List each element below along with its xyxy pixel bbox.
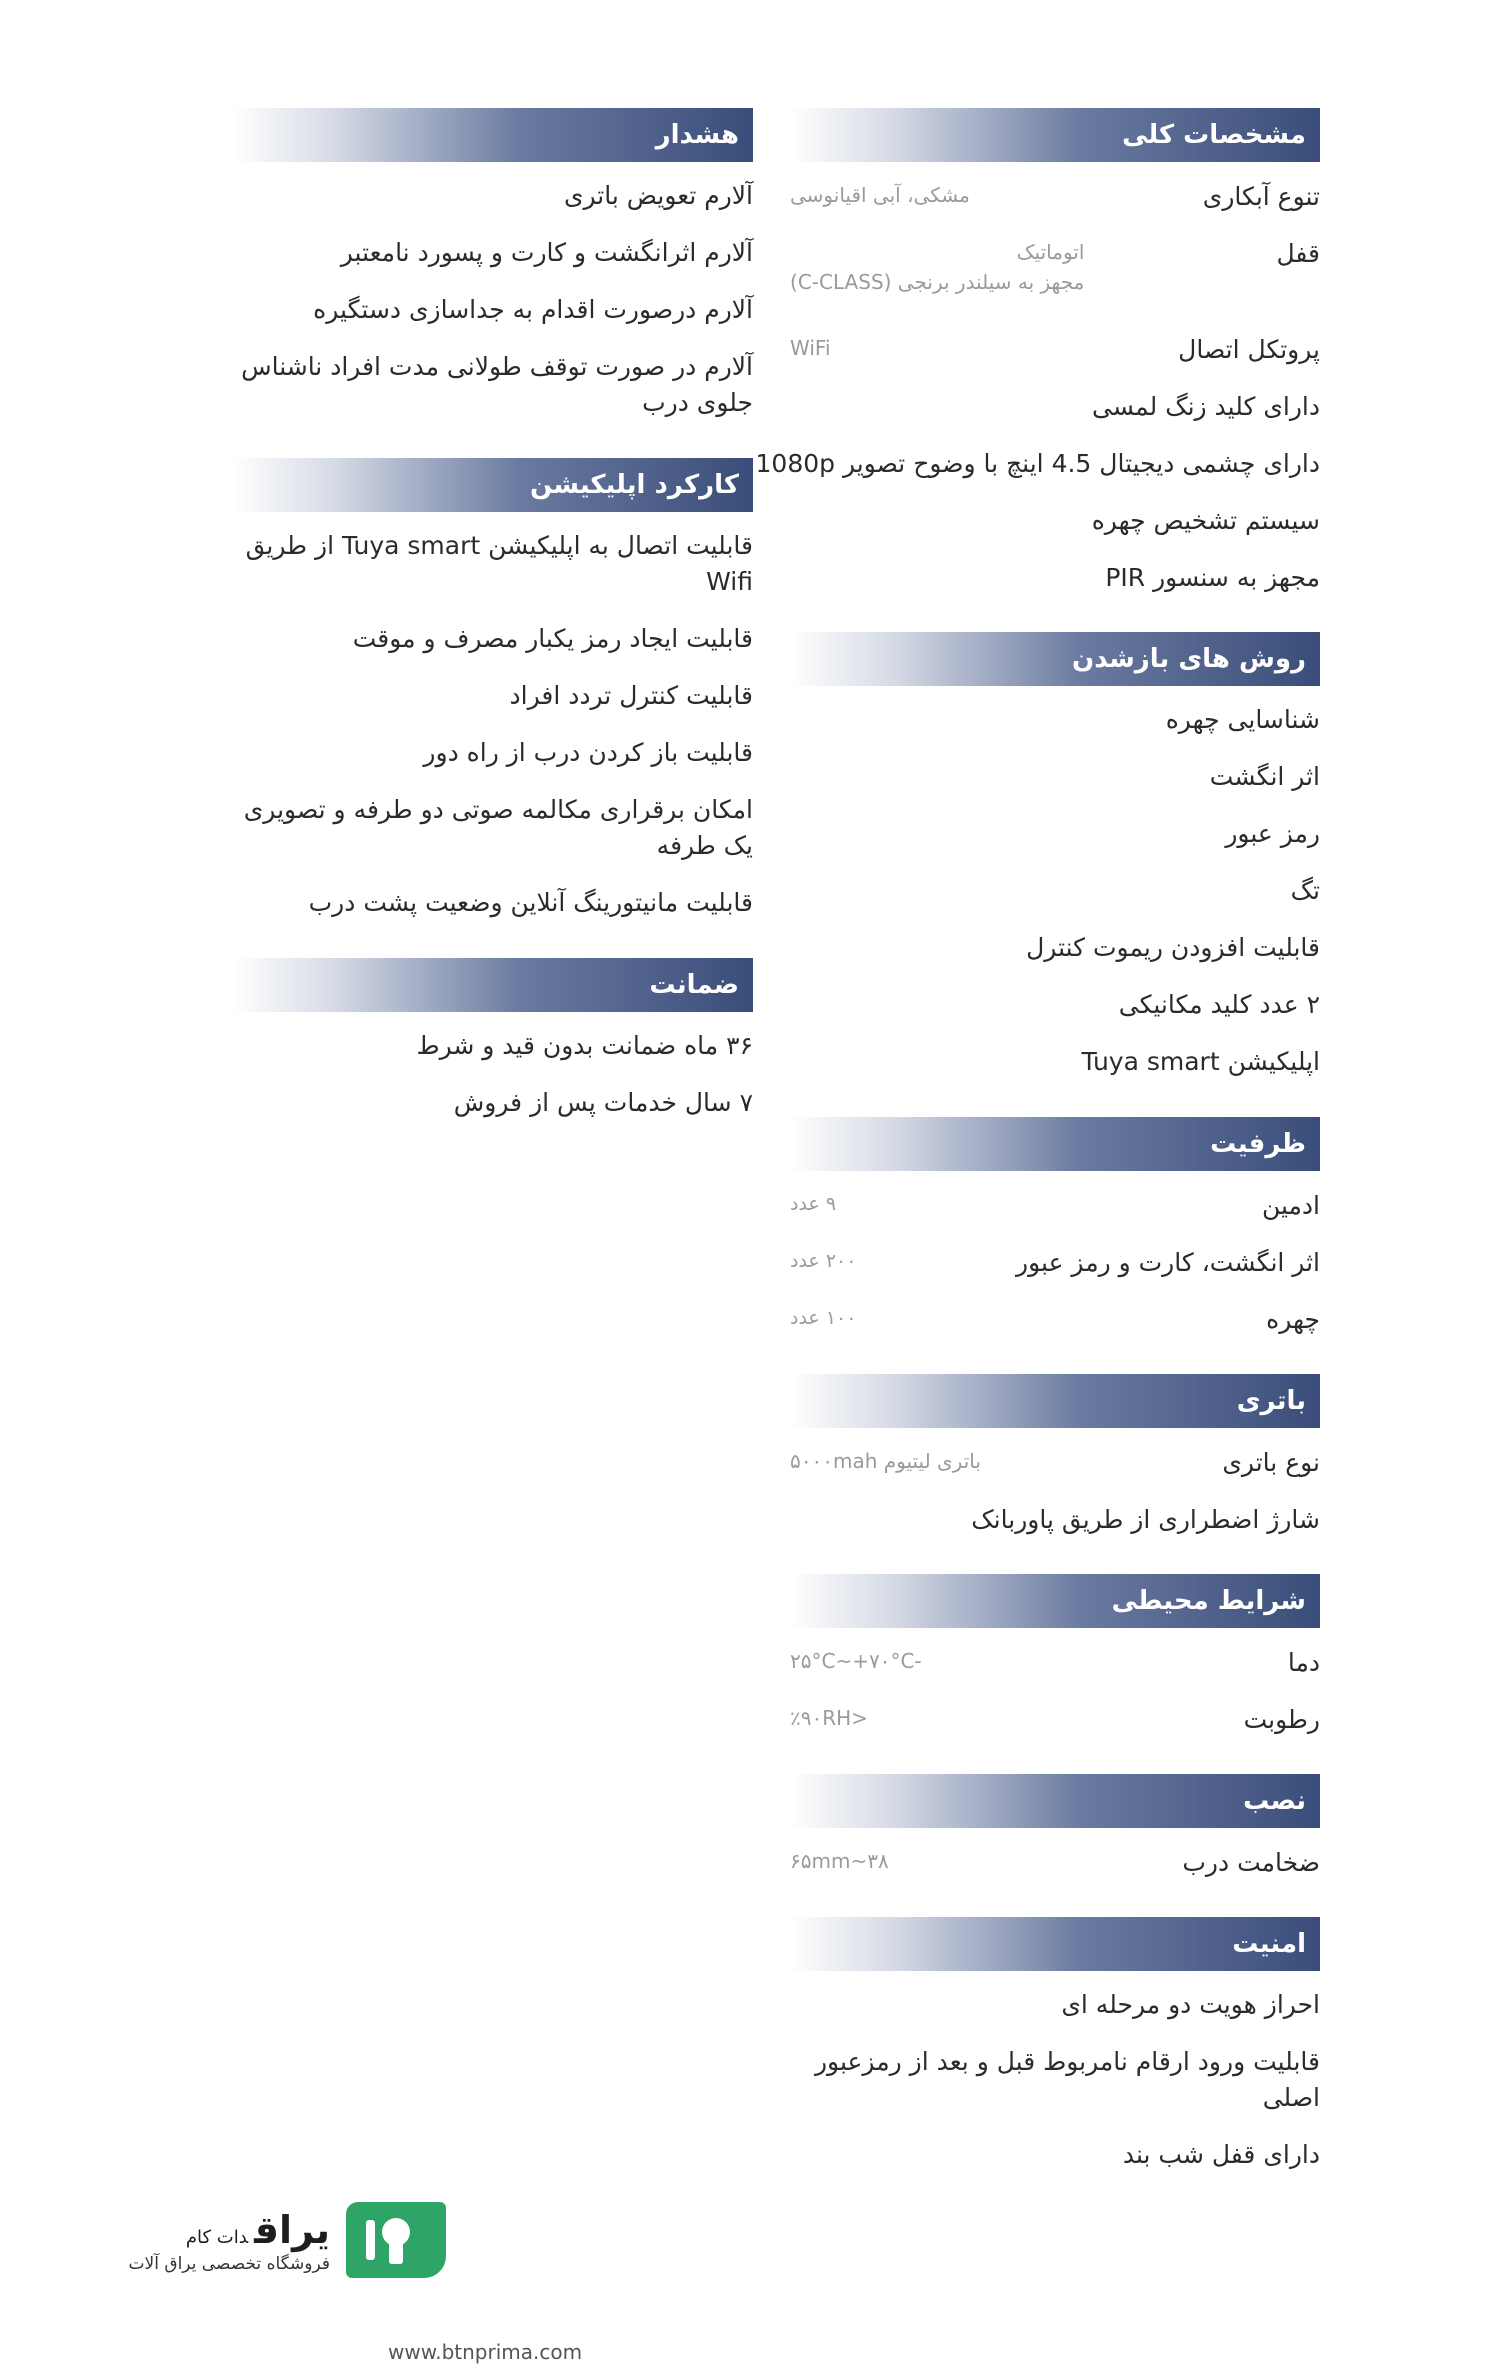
section-security [790,1917,1320,2184]
section-title: شرایط محیطی [1111,1586,1306,1616]
section-capacity [790,1117,1320,1348]
spec-label: دارای کلید زنگ لمسی [1092,392,1320,421]
section-unlock [790,632,1320,1091]
brand-logo [108,2198,448,2288]
list-item: آلارم اثرانگشت و کارت و پسورد نامعتبر [340,238,753,267]
spec-row [790,549,1320,606]
spec-label: مجهز به سنسور PIR [1105,563,1320,592]
list-item: ۷ سال خدمات پس از فروش [453,1088,753,1117]
spec-label: قفل [1276,239,1320,268]
spec-label: اثر انگشت، کارت و رمز عبور [1016,1248,1320,1277]
brand-name [186,2208,330,2252]
footer-url[interactable]: www.btnprima.com [388,2340,583,2364]
list-item: رمز عبور [1225,819,1320,848]
spec-value: مشکی، آبی اقیانوسی [790,183,970,207]
spec-label: سیستم تشخیص چهره [1091,506,1320,535]
list-item: قابلیت ورود ارقام نامربوط قبل و بعد از رمزعبور اصلی [814,2047,1320,2112]
list-item: امکان برقراری مکالمه صوتی دو طرفه و تصویری یک طرفه [243,795,753,860]
list-item: قابلیت باز کردن درب از راه دور [423,738,753,767]
spec-label: ضخامت درب [1182,1848,1320,1877]
list-item: قابلیت افزودن ریموت کنترل [1026,933,1320,962]
spec-row [790,1291,1320,1348]
spec-value-line: اتوماتیک [1016,240,1085,264]
spec-label: تنوع آبکاری [1202,182,1320,211]
spec-value: ۱۰۰ عدد [790,1307,857,1329]
section-header [790,1374,1320,1428]
section-title: باتری [1236,1386,1306,1416]
section-warranty [233,958,753,1132]
list-item: احراز هویت دو مرحله ای [1061,1990,1320,2019]
section-header [790,1774,1320,1828]
spec-label: شارژ اضطراری از طریق پاوربانک [971,1505,1320,1534]
left-column [233,108,753,1158]
spec-label: ادمین [1261,1191,1320,1220]
keyhole-logo-icon [344,2198,448,2280]
list-item: تگ [1290,876,1320,905]
list-item: قابلیت اتصال به اپلیکیشن Tuya smart از طریق Wifi [245,531,753,596]
list-item: ۳۶ ماه ضمانت بدون قید و شرط [416,1031,753,1060]
spec-row [790,1691,1320,1748]
spec-row [790,321,1320,378]
spec-label: پروتکل اتصال [1178,335,1320,364]
list-item: آلارم تعویض باتری [563,181,753,210]
spec-value: WiFi [790,336,831,360]
spec-label: دما [1287,1648,1320,1677]
section-header [790,1917,1320,1971]
spec-row [790,1491,1320,1548]
spec-row [790,225,1320,321]
section-title: مشخصات کلی [1122,120,1306,150]
section-environment [790,1574,1320,1748]
section-title: ظرفیت [1210,1129,1306,1159]
spec-value: -۲۵°C~+۷۰°C [790,1649,922,1673]
spec-row [790,492,1320,549]
spec-row [790,1634,1320,1691]
spec-value-line: مجهز به سیلندر برنجی (C-CLASS) [790,270,1085,294]
section-header [233,108,753,162]
list-item: شناسایی چهره [1165,705,1320,734]
list-item: قابلیت مانیتورینگ آنلاین وضعیت پشت درب [308,888,753,917]
section-title: امنیت [1232,1929,1306,1959]
section-header [233,458,753,512]
section-title: هشدار [655,120,739,150]
list-item: قابلیت کنترل تردد افراد [509,681,753,710]
section-header [790,1117,1320,1171]
section-title: نصب [1243,1786,1306,1816]
brand-suffix: دات کام [185,2227,249,2248]
spec-row [790,378,1320,435]
list-item: قابلیت ایجاد رمز یکبار مصرف و موقت [352,624,753,653]
section-battery [790,1374,1320,1548]
section-install [790,1774,1320,1891]
spec-row [755,435,1320,492]
spec-value: ۹ عدد [790,1193,837,1215]
spec-value: <٪۹۰RH [790,1706,868,1730]
spec-row [790,1834,1320,1891]
spec-value: ۳۸~۶۵mm [790,1849,889,1873]
list-item: دارای قفل شب بند [1122,2140,1320,2169]
list-item: اپلیکیشن Tuya smart [1081,1047,1320,1076]
section-title: کارکرد اپلیکیشن [529,470,739,500]
section-app [233,458,753,932]
list-item: اثر انگشت [1209,762,1320,791]
list-item: آلارم درصورت اقدام به جداسازی دستگیره [313,295,753,324]
section-header [790,632,1320,686]
section-title: روش های بازشدن [1072,644,1306,674]
spec-value: باتری لیتیوم ۵۰۰۰mah [790,1449,981,1473]
spec-label: رطوبت [1243,1705,1320,1734]
section-header [790,108,1320,162]
spec-value [790,237,1084,297]
brand-word: یراق [254,2208,330,2252]
right-column [755,108,1320,2210]
spec-label: چهره [1266,1305,1320,1334]
spec-row [790,1434,1320,1491]
spec-row [790,168,1320,225]
spec-row [790,1177,1320,1234]
section-header [790,1574,1320,1628]
brand-tagline: فروشگاه تخصصی یراق آلات [128,2254,330,2274]
list-item: آلارم در صورت توقف طولانی مدت افراد ناشناس جلوی درب [241,352,753,417]
section-alarm [233,108,753,432]
list-item: ۲ عدد کلید مکانیکی [1118,990,1320,1019]
section-header [233,958,753,1012]
spec-label: نوع باتری [1222,1448,1320,1477]
spec-label: دارای چشمی دیجیتال 4.5 اینچ با وضوح تصویر 1080p [755,449,1320,478]
spec-value: ۲۰۰ عدد [790,1250,857,1272]
section-general [755,108,1320,606]
section-title: ضمانت [649,970,739,1000]
spec-row [790,1234,1320,1291]
